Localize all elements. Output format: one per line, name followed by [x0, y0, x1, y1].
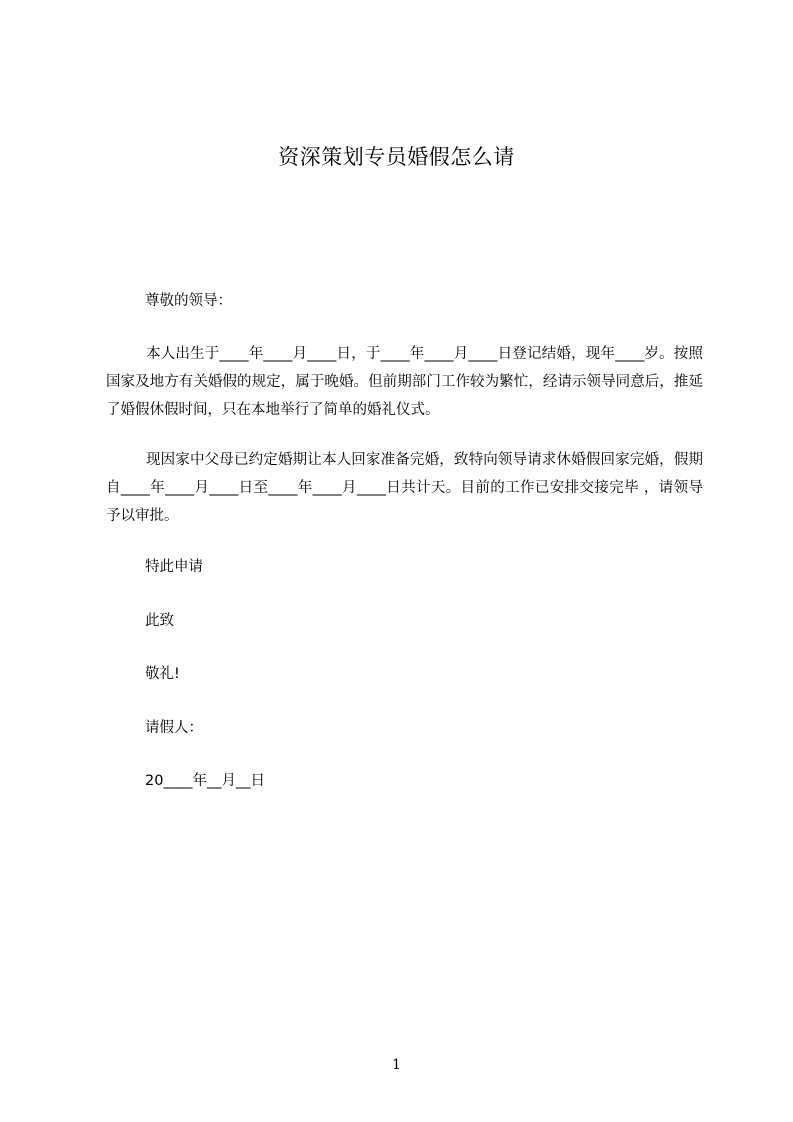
closing-regards: 此致	[145, 613, 174, 629]
closing-salute: 敬礼!	[145, 666, 180, 682]
applicant-label: 请假人：	[145, 720, 203, 736]
salutation: 尊敬的领导：	[145, 293, 232, 309]
page-number: 1	[392, 1057, 401, 1073]
date-line: 20____年__月__日	[145, 773, 265, 789]
paragraph-2: 现因家中父母已约定婚期让本人回家准备完婚，致特向领导请求休婚假回家完婚，假期自____年____月____日至____年____月____日共计天。目前的工作已安排交接完毕 ，请领导予以审批。	[106, 452, 703, 524]
document-title: 资深策划专员婚假怎么请	[278, 145, 515, 169]
closing-request: 特此申请	[145, 559, 203, 575]
paragraph-1: 本人出生于____年____月____日，于____年____月____日登记结婚，现年____岁。按照国家及地方有关婚假的规定，属于晚婚。但前期部门工作较为繁忙，经请示领导同意后，推延了婚假休假时间，只在本地举行了简单的婚礼仪式。	[106, 346, 703, 418]
